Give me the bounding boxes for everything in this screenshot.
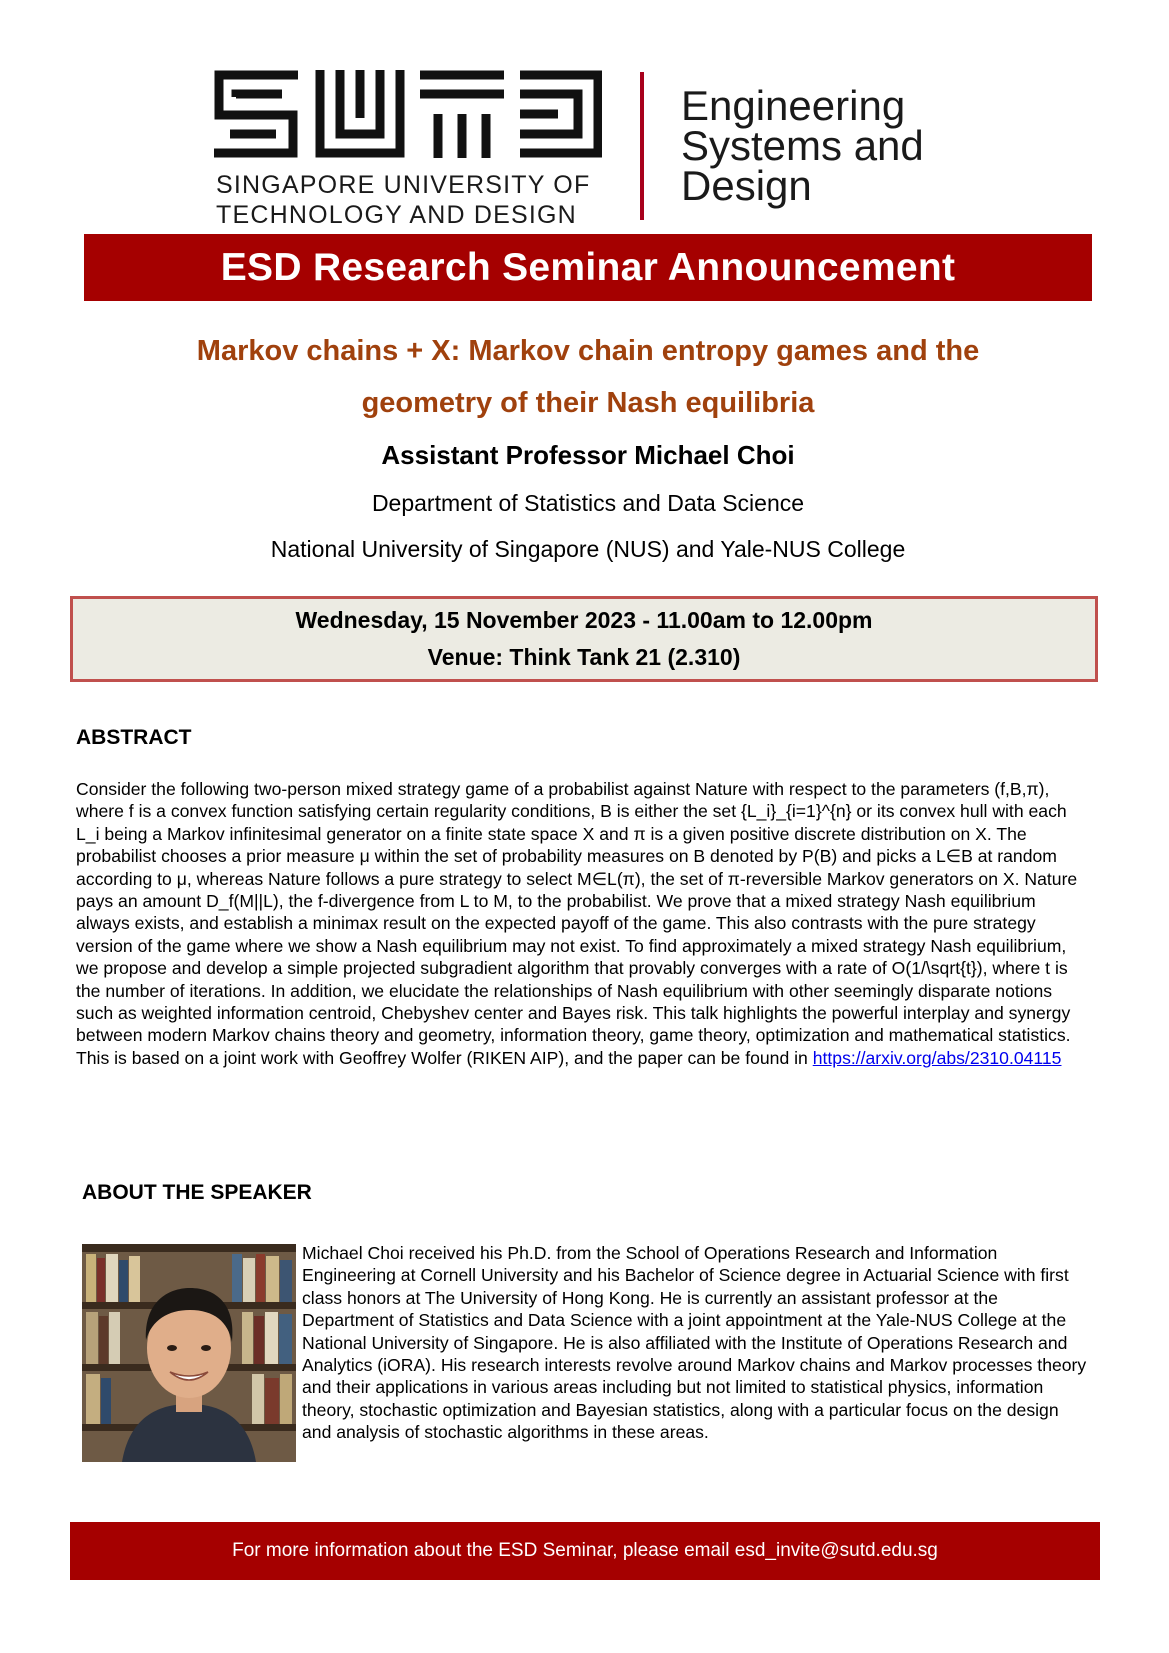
speaker-name: Assistant Professor Michael Choi xyxy=(381,440,795,470)
abstract-text: Consider the following two-person mixed strategy game of a probabilist against Nature with respect to the parameters (f,B,π), where f is a convex function satisfying certain regularity conditions, B is either the set {L_i}_{i=1}^{n} or its convex hull with each L_i being a Markov infinitesimal generator on a finite state space X and π is a given positive discrete distribution on X. The probabilist chooses a prior measure μ within the set of probability measures on B denoted by P(B) and picks a L∈B at random according to μ, whereas Nature follows a pure strategy to select M∈L(π), the set of π-reversible Markov generators on X. Nature pays an amount D_f(M||L), the f-divergence from L to M, to the probabilist. We prove that a mixed strategy Nash equilibrium always exists, and establish a minimax result on the expected payoff of the game. This also contrasts with the pure strategy version of the game where we show a Nash equilibrium may not exist. To find approximately a mixed strategy Nash equilibrium, we propose and develop a simple projected subgradient algorithm that provably converges with a rate of O(1/\sqrt{t}), where t is the number of iterations. In addition, we elucidate the relationships of Nash equilibrium with other seemingly disparate notions such as weighted information centroid, Chebyshev center and Bayes risk. This talk highlights the powerful interplay and synergy between modern Markov chains theory and geometry, information theory, game theory, optimization and mathematical statistics. This is based on a joint work with Geoffrey Wolfer (RIKEN AIP), and the paper can be found in xyxy=(76,779,1078,1068)
footer-bar xyxy=(70,1522,1100,1580)
speaker-affiliation: National University of Singapore (NUS) and Yale-NUS College xyxy=(270,536,906,562)
seminar-datetime: Wednesday, 15 November 2023 - 11.00am to 12.00pm xyxy=(295,607,873,633)
speaker-department: Department of Statistics and Data Science xyxy=(371,490,805,516)
sutd-maze-logo-icon xyxy=(214,70,602,158)
university-name-line2: TECHNOLOGY AND DESIGN xyxy=(216,201,577,229)
announcement-banner xyxy=(84,234,1092,301)
department-name-line1: Engineering xyxy=(681,82,906,129)
speaker-portrait-icon xyxy=(82,1244,296,1462)
sutd-logo xyxy=(214,70,602,158)
arxiv-link[interactable]: https://arxiv.org/abs/2310.04115 xyxy=(812,1047,1062,1068)
header-divider xyxy=(640,72,644,220)
about-speaker-heading: ABOUT THE SPEAKER xyxy=(82,1181,312,1204)
schedule-box xyxy=(70,596,1098,682)
university-name xyxy=(216,170,616,230)
department-name xyxy=(681,82,924,209)
talk-title-line2: geometry of their Nash equilibria xyxy=(361,387,815,419)
abstract-heading: ABSTRACT xyxy=(76,726,192,749)
speaker-photo xyxy=(82,1244,296,1462)
university-name-line1: SINGAPORE UNIVERSITY OF xyxy=(216,171,591,199)
talk-title xyxy=(84,325,1092,429)
department-name-line3: Design xyxy=(681,162,812,209)
speaker-bio: Michael Choi received his Ph.D. from the School of Operations Research and Information Engineering at Cornell University and his Bachelor of Science degree in Actuarial Science with first class honors at The University of Hong Kong. He is currently an assistant professor at the Department of Statistics and Data Science with a joint appointment at the Yale-NUS College at the National University of Singapore. He is also affiliated with the Institute of Operations Research and Analytics (iORA). His research interests revolve around Markov chains and Markov processes theory and their applications in various areas including but not limited to statistical physics, information theory, stochastic optimization and Bayesian statistics, along with a particular focus on the design and analysis of stochastic algorithms in these areas. xyxy=(302,1243,1087,1443)
talk-title-line1: Markov chains + X: Markov chain entropy games and the xyxy=(196,335,980,367)
footer-contact-text: For more information about the ESD Seminar, please email esd_invite@sutd.edu.sg xyxy=(232,1540,938,1561)
department-name-line2: Systems and xyxy=(681,122,924,169)
banner-title: ESD Research Seminar Announcement xyxy=(220,245,956,289)
seminar-venue: Venue: Think Tank 21 (2.310) xyxy=(427,644,741,670)
abstract-body xyxy=(76,778,1086,1069)
